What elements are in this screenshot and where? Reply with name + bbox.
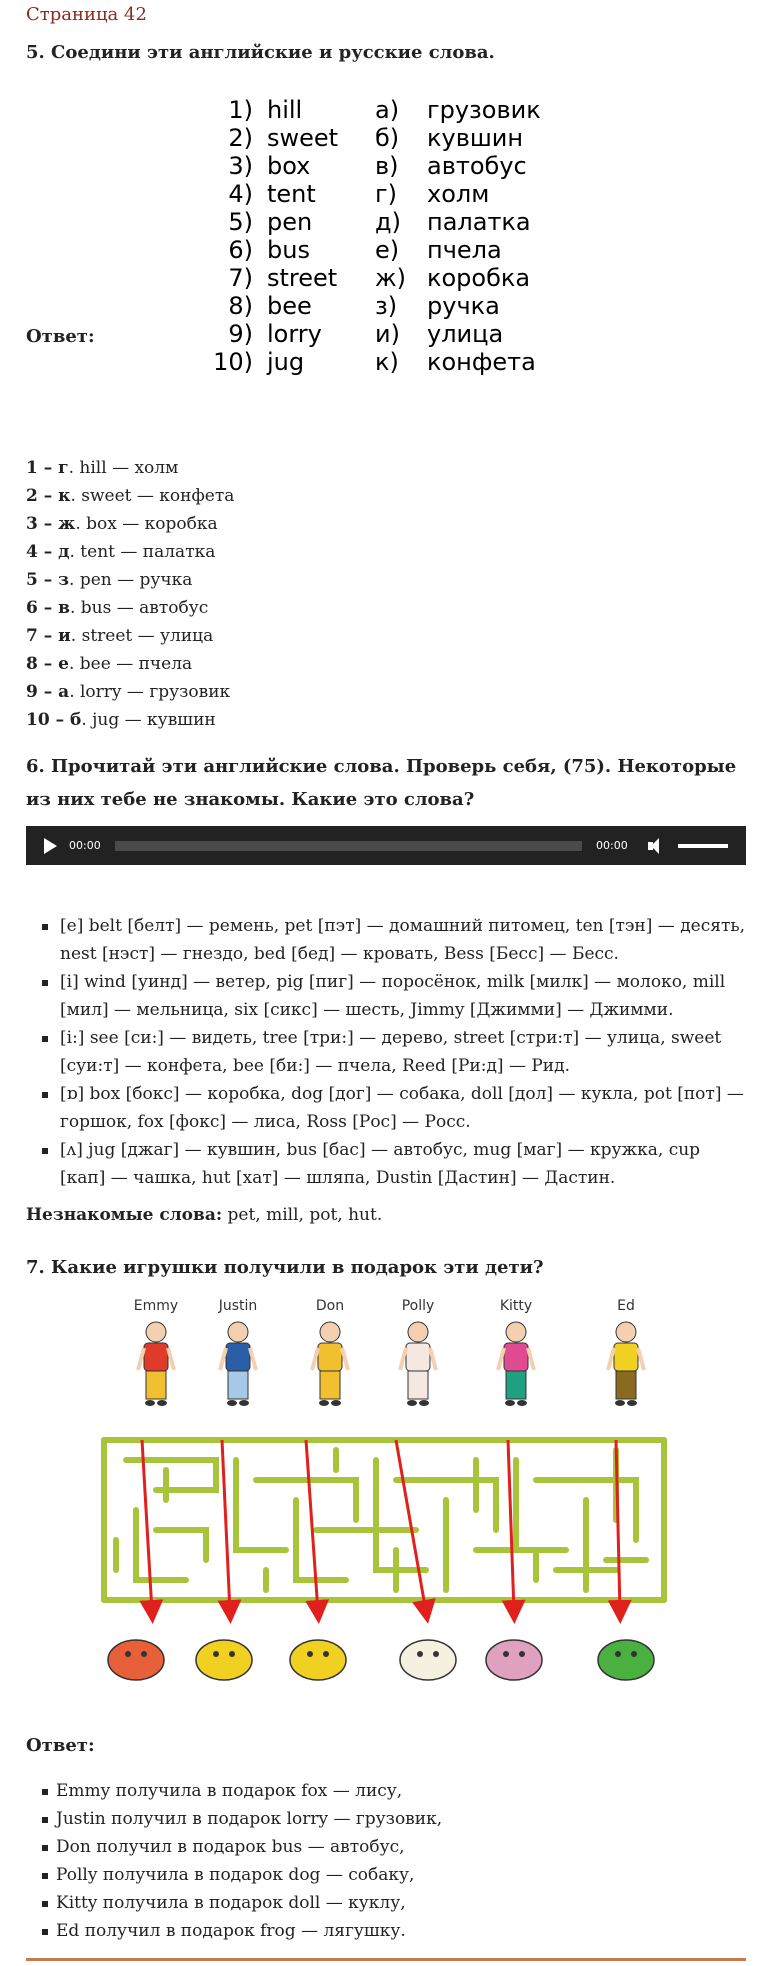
answer-key: 6 – в xyxy=(26,598,70,618)
answer-key: 7 – и xyxy=(26,626,71,646)
exercise-6-heading: 6. Прочитай эти английские слова. Проверь себя, (75). Некоторые из них тебе не знакомы. Какие это слова? xyxy=(26,756,737,810)
kid-name: Don xyxy=(315,1298,345,1314)
match-row xyxy=(205,236,585,264)
match-ru: коробка xyxy=(427,264,531,292)
answer-line xyxy=(26,454,234,482)
match-en: lorry xyxy=(267,320,322,348)
phonetics-item: [i:] see [си:] — видеть, tree [три:] — дерево, street [стри:т] — улица, sweet [суи:т] — конфета, bee [би:] — пчела, Reed [Ри:д] — Рид. xyxy=(46,1024,746,1080)
answer-text: . jug — кувшин xyxy=(81,710,216,730)
kid-answer: Polly получила в подарок dog — собаку, xyxy=(46,1861,442,1889)
match-ru: автобус xyxy=(427,152,527,180)
answer-text: . box — коробка xyxy=(75,514,218,534)
kid-figure xyxy=(312,1322,348,1406)
match-let: д) xyxy=(375,208,401,236)
match-num: 2) xyxy=(228,124,253,152)
match-ru: палатка xyxy=(427,208,531,236)
answer-line xyxy=(26,706,234,734)
kid-name: Polly xyxy=(401,1298,435,1314)
kid-answer: Emmy получила в подарок fox — лису, xyxy=(46,1777,442,1805)
play-icon[interactable] xyxy=(44,838,57,854)
answer-text: . sweet — конфета xyxy=(70,486,235,506)
answer-label-7: Ответ: xyxy=(26,1735,95,1756)
match-row xyxy=(205,124,585,152)
kid-name: Justin xyxy=(218,1298,258,1314)
match-ru: конфета xyxy=(427,348,536,376)
answer-text: . tent — палатка xyxy=(69,542,216,562)
lorry-icon xyxy=(196,1640,252,1680)
maze-wall xyxy=(476,1550,536,1580)
kid-name: Ed xyxy=(617,1298,635,1314)
match-num: 8) xyxy=(228,292,253,320)
match-en: bee xyxy=(267,292,312,320)
match-en: street xyxy=(267,264,338,292)
maze-illustration xyxy=(96,1290,672,1704)
kid-figure xyxy=(220,1322,256,1406)
maze-arrow xyxy=(222,1440,230,1612)
unknown-words-value: pet, mill, pot, hut. xyxy=(222,1205,383,1225)
kid-name: Kitty xyxy=(499,1298,533,1314)
exercise-5-heading: 5. Соедини эти английские и русские слова. xyxy=(26,42,495,63)
match-en: hill xyxy=(267,96,303,124)
match-row xyxy=(205,320,585,348)
kid-figure xyxy=(400,1322,436,1406)
match-en: jug xyxy=(267,348,305,376)
answer-line xyxy=(26,538,234,566)
page-link[interactable]: Страница 42 xyxy=(26,4,147,25)
match-row xyxy=(205,152,585,180)
match-num: 10) xyxy=(213,348,253,376)
match-let: а) xyxy=(375,96,400,124)
unknown-label: Незнакомые слова: xyxy=(26,1205,223,1225)
match-let: в) xyxy=(375,152,399,180)
answer-key: 1 – г xyxy=(26,458,69,478)
answer-key: 2 – к xyxy=(26,486,71,506)
kid-answer: Kitty получила в подарок doll — куклу, xyxy=(46,1889,442,1917)
answer-key: 3 – ж xyxy=(26,514,76,534)
match-num: 5) xyxy=(228,208,253,236)
answers-5 xyxy=(26,454,234,734)
phonetics-item: [ʌ] jug [джаг] — кувшин, bus [бас] — автобус, mug [маг] — кружка, cup [кап] — чашка, hut [хат] — шляпа, Dustin [Дастин] — Дастин. xyxy=(46,1136,746,1192)
match-num: 7) xyxy=(228,264,253,292)
match-let: ж) xyxy=(375,264,406,292)
dog-icon xyxy=(400,1640,456,1680)
answer-line xyxy=(26,510,234,538)
match-ru: ручка xyxy=(427,292,500,320)
answer-line xyxy=(26,678,234,706)
match-row xyxy=(205,264,585,292)
match-row xyxy=(205,208,585,236)
match-en: pen xyxy=(267,208,313,236)
kid-answer: Ed получил в подарок frog — лягушку. xyxy=(46,1917,442,1945)
kid-figure xyxy=(138,1322,174,1406)
answer-text: . hill — холм xyxy=(68,458,179,478)
match-ru: пчела xyxy=(427,236,502,264)
unknown-words xyxy=(26,1205,382,1225)
match-num: 3) xyxy=(228,152,253,180)
answer-key: 10 – б xyxy=(26,710,82,730)
match-row xyxy=(205,292,585,320)
match-en: bus xyxy=(267,236,310,264)
answer-key: 4 – д xyxy=(26,542,70,562)
match-en: box xyxy=(267,152,311,180)
maze-wall xyxy=(136,1510,186,1580)
volume-icon[interactable] xyxy=(648,838,666,854)
phonetics-item: [e] belt [белт] — ремень, pet [пэт] — домашний питомец, ten [тэн] — десять, nest [нэст] — гнездо, bed [бед] — кровать, Bess [Бесс] — Бесс. xyxy=(46,912,746,968)
fox-icon xyxy=(108,1640,164,1680)
maze-arrow xyxy=(396,1440,426,1612)
answer-text: . street — улица xyxy=(70,626,214,646)
match-num: 6) xyxy=(228,236,253,264)
maze-arrow xyxy=(306,1440,318,1612)
answer-line xyxy=(26,566,234,594)
match-let: б) xyxy=(375,124,400,152)
match-ru: грузовик xyxy=(427,96,541,124)
volume-slider[interactable] xyxy=(678,844,728,848)
answer-key: 9 – а xyxy=(26,682,70,702)
bus-icon xyxy=(290,1640,346,1680)
match-num: 1) xyxy=(228,96,253,124)
current-time: 00:00 xyxy=(69,839,101,852)
maze-wall xyxy=(256,1480,356,1520)
match-ru: улица xyxy=(427,320,504,348)
maze-arrow xyxy=(142,1440,152,1612)
answer-text: . bus — автобус xyxy=(69,598,209,618)
maze-wall xyxy=(126,1460,216,1490)
answer-line xyxy=(26,622,234,650)
audio-player xyxy=(26,826,746,865)
duration: 00:00 xyxy=(596,839,628,852)
phonetics-list xyxy=(46,912,746,1192)
match-let: е) xyxy=(375,236,400,264)
answer-line xyxy=(26,594,234,622)
progress-rail[interactable] xyxy=(115,841,582,851)
answer-label-5: Ответ: xyxy=(26,326,95,347)
kid-answer: Don получил в подарок bus — автобус, xyxy=(46,1833,442,1861)
maze-wall xyxy=(236,1460,286,1550)
match-num: 9) xyxy=(228,320,253,348)
match-let: з) xyxy=(375,292,398,320)
answer-key: 5 – з xyxy=(26,570,70,590)
answer-key: 8 – е xyxy=(26,654,69,674)
match-num: 4) xyxy=(228,180,253,208)
match-let: и) xyxy=(375,320,400,348)
frog-icon xyxy=(598,1640,654,1680)
doll-icon xyxy=(486,1640,542,1680)
phonetics-item: [ɒ] box [бокс] — коробка, dog [дог] — собака, doll [дол] — кукла, pot [пот] — горшок, fox [фокс] — лиса, Ross [Рос] — Росс. xyxy=(46,1080,746,1136)
phonetics-item: [i] wind [уинд] — ветер, pig [пиг] — поросёнок, milk [милк] — молоко, mill [мил] — мельница, six [сикс] — шесть, Jimmy [Джимми] — Джимми. xyxy=(46,968,746,1024)
match-row xyxy=(205,96,585,124)
match-en: sweet xyxy=(267,124,339,152)
answer-line xyxy=(26,650,234,678)
answer-line xyxy=(26,482,234,510)
kid-answer: Justin получил в подарок lorry — грузовик, xyxy=(46,1805,442,1833)
answer-text: . lorry — грузовик xyxy=(69,682,231,702)
match-en: tent xyxy=(267,180,316,208)
match-ru: кувшин xyxy=(427,124,524,152)
maze-wall xyxy=(156,1530,206,1560)
kid-figure xyxy=(498,1322,534,1406)
match-row xyxy=(205,348,585,376)
kid-name: Emmy xyxy=(133,1298,179,1314)
answer-text: . pen — ручка xyxy=(69,570,193,590)
maze-wall xyxy=(516,1460,566,1550)
answer-text: . bee — пчела xyxy=(68,654,193,674)
match-ru: холм xyxy=(427,180,490,208)
match-let: г) xyxy=(375,180,397,208)
kid-figure xyxy=(608,1322,644,1406)
maze-wall xyxy=(296,1500,346,1580)
match-table xyxy=(205,96,585,376)
match-let: к) xyxy=(375,348,399,376)
answers-7 xyxy=(46,1777,442,1945)
match-row xyxy=(205,180,585,208)
maze-arrow xyxy=(616,1440,620,1612)
exercise-7-heading: 7. Какие игрушки получили в подарок эти дети? xyxy=(26,1257,544,1278)
bottom-rule xyxy=(26,1958,746,1961)
